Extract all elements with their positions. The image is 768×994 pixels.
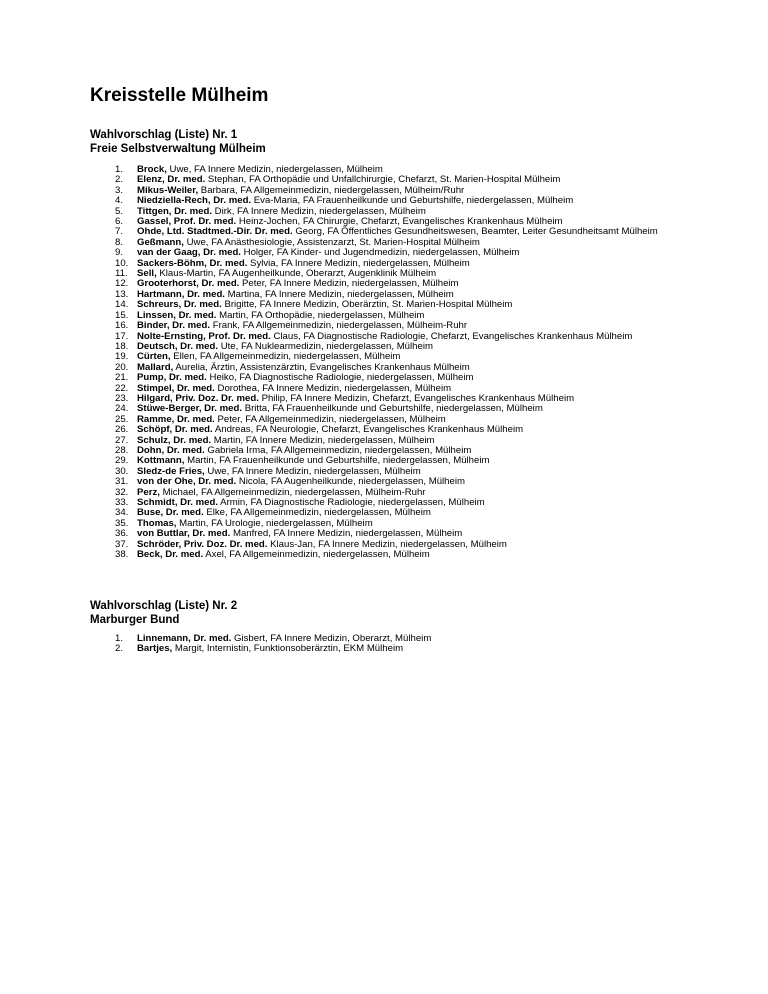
item-number: 2. <box>115 174 124 186</box>
item-number: 31. <box>115 476 129 488</box>
list-1-heading-line2: Freie Selbstverwaltung Mülheim <box>90 143 266 155</box>
candidate-name: Schröder, Priv. Doz. Dr. med. <box>137 538 268 550</box>
item-number: 11. <box>115 268 128 280</box>
candidate-name: Schulz, Dr. med. <box>137 434 212 446</box>
candidate-details: Heiko, FA Diagnostische Radiologie, niedergelassen, Mülheim <box>206 372 474 384</box>
item-number: 36. <box>115 528 129 540</box>
list-2-heading-line1: Wahlvorschlag (Liste) Nr. 2 <box>90 600 238 612</box>
candidate-details: Georg, FA Öffentliches Gesundheitswesen, Beamter, Leiter Gesundheitsamt Mülheim <box>292 226 658 238</box>
list-2-heading-line2: Marburger Bund <box>90 614 180 626</box>
item-number: 14. <box>115 299 129 311</box>
candidate-details: Dorothea, FA Innere Medizin, niedergelassen, Mülheim <box>214 382 452 394</box>
candidate-name: van der Gaag, Dr. med. <box>137 247 241 259</box>
candidate-details: Uwe, FA Innere Medizin, niedergelassen, Mülheim <box>166 164 383 175</box>
candidate-details: Martin, FA Urologie, niedergelassen, Mülheim <box>176 517 373 529</box>
item-number: 19. <box>115 351 129 363</box>
candidate-name: Mallard, <box>137 361 174 373</box>
candidate-details: Martin, FA Innere Medizin, niedergelassen, Mülheim <box>211 434 435 446</box>
candidate-name: Kottmann, <box>137 455 185 467</box>
candidate-name: Tittgen, Dr. med. <box>137 205 212 217</box>
candidate-details: Andreas, FA Neurologie, Chefarzt, Evangelisches Krankenhaus Mülheim <box>212 424 524 436</box>
candidate-name: Mikus-Weiler, <box>137 184 199 196</box>
candidate-name: Perz, <box>137 486 160 498</box>
item-number: 4. <box>115 195 124 207</box>
candidate-details: Michael, FA Allgemeinmedizin, niedergelassen, Mülheim-Ruhr <box>159 486 426 498</box>
candidate-name: Buse, Dr. med. <box>137 507 204 519</box>
candidate-details: Eva-Maria, FA Frauenheilkunde und Geburtshilfe, niedergelassen, Mülheim <box>251 195 574 207</box>
item-number: 7. <box>115 226 124 238</box>
item-number: 3. <box>115 184 124 196</box>
candidate-name: Gassel, Prof. Dr. med. <box>137 216 237 228</box>
candidate-name: Binder, Dr. med. <box>137 320 211 332</box>
candidate-details: Claus, FA Diagnostische Radiologie, Chefarzt, Evangelisches Krankenhaus Mülheim <box>270 330 633 342</box>
item-number: 27. <box>115 434 129 446</box>
candidate-name: Elenz, Dr. med. <box>137 174 206 186</box>
item-number: 6. <box>115 216 124 228</box>
candidate-name: Niedziella-Rech, Dr. med. <box>137 195 252 207</box>
candidate-details: Martin, FA Orthopädie, niedergelassen, Mülheim <box>216 309 425 321</box>
item-number: 17. <box>115 330 129 342</box>
candidate-details: Nicola, FA Augenheilkunde, niedergelassen, Mülheim <box>236 476 465 488</box>
candidate-name: Bartjes, <box>137 643 173 655</box>
candidate-details: Philip, FA Innere Medizin, Chefarzt, Evangelisches Krankenhaus Mülheim <box>258 392 575 404</box>
candidate-details: Manfred, FA Innere Medizin, niedergelassen, Mülheim <box>230 528 463 540</box>
candidate-details: Gisbert, FA Innere Medizin, Oberarzt, Mülheim <box>231 633 432 644</box>
item-number: 8. <box>115 236 124 248</box>
candidate-name: von Buttlar, Dr. med. <box>137 528 231 540</box>
item-number: 38. <box>115 549 129 561</box>
candidate-list-1 <box>90 165 750 560</box>
candidate-details: Heinz-Jochen, FA Chirurgie, Chefarzt, Evangelisches Krankenhaus Mülheim <box>236 216 563 228</box>
candidate-details: Klaus-Jan, FA Innere Medizin, niedergelassen, Mülheim <box>267 538 507 550</box>
candidate-details: Peter, FA Innere Medizin, niedergelassen, Mülheim <box>239 278 459 290</box>
candidate-details: Klaus-Martin, FA Augenheilkunde, Oberarzt, Augenklinik Mülheim <box>156 268 437 280</box>
candidate-name: Pump, Dr. med. <box>137 372 207 384</box>
candidate-details: Ellen, FA Allgemeinmedizin, niedergelassen, Mülheim <box>170 351 401 363</box>
candidate-name: Stimpel, Dr. med. <box>137 382 215 394</box>
list-item <box>90 550 750 560</box>
item-number: 1. <box>115 633 124 644</box>
item-number: 33. <box>115 497 129 508</box>
item-number: 37. <box>115 538 129 550</box>
candidate-details: Uwe, FA Innere Medizin, niedergelassen, Mülheim <box>204 465 421 477</box>
item-number: 13. <box>115 288 129 300</box>
candidate-name: Grooterhorst, Dr. med. <box>137 278 240 290</box>
candidate-name: Cürten, <box>137 351 171 363</box>
candidate-name: Brock, <box>137 164 167 175</box>
item-number: 34. <box>115 507 129 519</box>
list-item <box>90 644 750 654</box>
item-number: 1. <box>115 164 124 175</box>
candidate-name: Geßmann, <box>137 236 184 248</box>
item-number: 30. <box>115 465 129 477</box>
candidate-name: Schöpf, Dr. med. <box>137 424 213 436</box>
item-number: 28. <box>115 444 129 456</box>
candidate-name: Sledz-de Fries, <box>137 465 205 477</box>
item-number: 16. <box>115 320 129 332</box>
item-number: 22. <box>115 382 129 394</box>
item-number: 25. <box>115 413 129 425</box>
item-number: 2. <box>115 643 124 655</box>
candidate-name: Deutsch, Dr. med. <box>137 340 219 352</box>
candidate-details: Frank, FA Allgemeinmedizin, niedergelassen, Mülheim-Ruhr <box>210 320 468 332</box>
candidate-details: Holger, FA Kinder- und Jugendmedizin, niedergelassen, Mülheim <box>240 247 520 259</box>
candidate-name: Ohde, Ltd. Stadtmed.-Dir. Dr. med. <box>137 226 293 238</box>
candidate-name: Schreurs, Dr. med. <box>137 299 222 311</box>
candidate-name: Linssen, Dr. med. <box>137 309 217 321</box>
candidate-details: Britta, FA Frauenheilkunde und Geburtshilfe, niedergelassen, Mülheim <box>242 403 543 415</box>
candidate-details: Brigitte, FA Innere Medizin, Oberärztin, St. Marien-Hospital Mülheim <box>221 299 513 311</box>
candidate-name: Hilgard, Priv. Doz. Dr. med. <box>137 392 259 404</box>
list-2-heading <box>90 599 237 627</box>
item-number: 23. <box>115 392 129 404</box>
candidate-name: von der Ohe, Dr. med. <box>137 476 237 488</box>
item-number: 12. <box>115 278 129 290</box>
candidate-name: Hartmann, Dr. med. <box>137 288 225 300</box>
candidate-details: Margit, Internistin, Funktionsoberärztin, EKM Mülheim <box>172 643 404 655</box>
candidate-details: Axel, FA Allgemeinmedizin, niedergelassen, Mülheim <box>203 549 430 561</box>
candidate-name: Schmidt, Dr. med. <box>137 497 219 508</box>
candidate-name: Stüwe-Berger, Dr. med. <box>137 403 243 415</box>
candidate-name: Thomas, <box>137 517 177 529</box>
page-title: Kreisstelle Mülheim <box>90 85 269 106</box>
candidate-list-2 <box>90 634 750 655</box>
candidate-details: Armin, FA Diagnostische Radiologie, niedergelassen, Mülheim <box>218 497 485 508</box>
candidate-details: Martin, FA Frauenheilkunde und Geburtshilfe, niedergelassen, Mülheim <box>184 455 490 467</box>
item-number: 5. <box>115 205 124 217</box>
list-1-heading-line1: Wahlvorschlag (Liste) Nr. 1 <box>90 129 238 141</box>
candidate-details: Sylvia, FA Innere Medizin, niedergelassen, Mülheim <box>247 257 470 269</box>
item-number: 20. <box>115 361 129 373</box>
candidate-details: Aurelia, Ärztin, Assistenzärztin, Evangelisches Krankenhaus Mülheim <box>173 361 470 373</box>
candidate-name: Linnemann, Dr. med. <box>137 633 232 644</box>
item-number: 29. <box>115 455 129 467</box>
item-number: 10. <box>115 257 129 269</box>
candidate-name: Sell, <box>137 268 157 280</box>
candidate-details: Stephan, FA Orthopädie und Unfallchirurgie, Chefarzt, St. Marien-Hospital Mülheim <box>205 174 561 186</box>
item-number: 26. <box>115 424 129 436</box>
candidate-details: Peter, FA Allgemeinmedizin, niedergelassen, Mülheim <box>214 413 446 425</box>
candidate-name: Dohn, Dr. med. <box>137 444 205 456</box>
candidate-details: Uwe, FA Anästhesiologie, Assistenzarzt, St. Marien-Hospital Mülheim <box>183 236 480 248</box>
item-number: 24. <box>115 403 129 415</box>
item-number: 35. <box>115 517 129 529</box>
candidate-name: Sackers-Böhm, Dr. med. <box>137 257 248 269</box>
list-1-heading <box>90 128 266 156</box>
candidate-name: Nolte-Ernsting, Prof. Dr. med. <box>137 330 271 342</box>
candidate-details: Gabriela Irma, FA Allgemeinmedizin, niedergelassen, Mülheim <box>204 444 472 456</box>
item-number: 15. <box>115 309 129 321</box>
candidate-details: Martina, FA Innere Medizin, niedergelassen, Mülheim <box>224 288 454 300</box>
item-number: 21. <box>115 372 129 384</box>
candidate-details: Barbara, FA Allgemeinmedizin, niedergelassen, Mülheim/Ruhr <box>198 184 465 196</box>
candidate-details: Elke, FA Allgemeinmedizin, niedergelassen, Mülheim <box>203 507 431 519</box>
candidate-name: Beck, Dr. med. <box>137 549 204 561</box>
candidate-name: Ramme, Dr. med. <box>137 413 215 425</box>
item-number: 9. <box>115 247 124 259</box>
candidate-details: Dirk, FA Innere Medizin, niedergelassen, Mülheim <box>211 205 426 217</box>
item-number: 32. <box>115 486 129 498</box>
item-number: 18. <box>115 340 129 352</box>
candidate-details: Ute, FA Nuklearmedizin, niedergelassen, Mülheim <box>218 340 433 352</box>
